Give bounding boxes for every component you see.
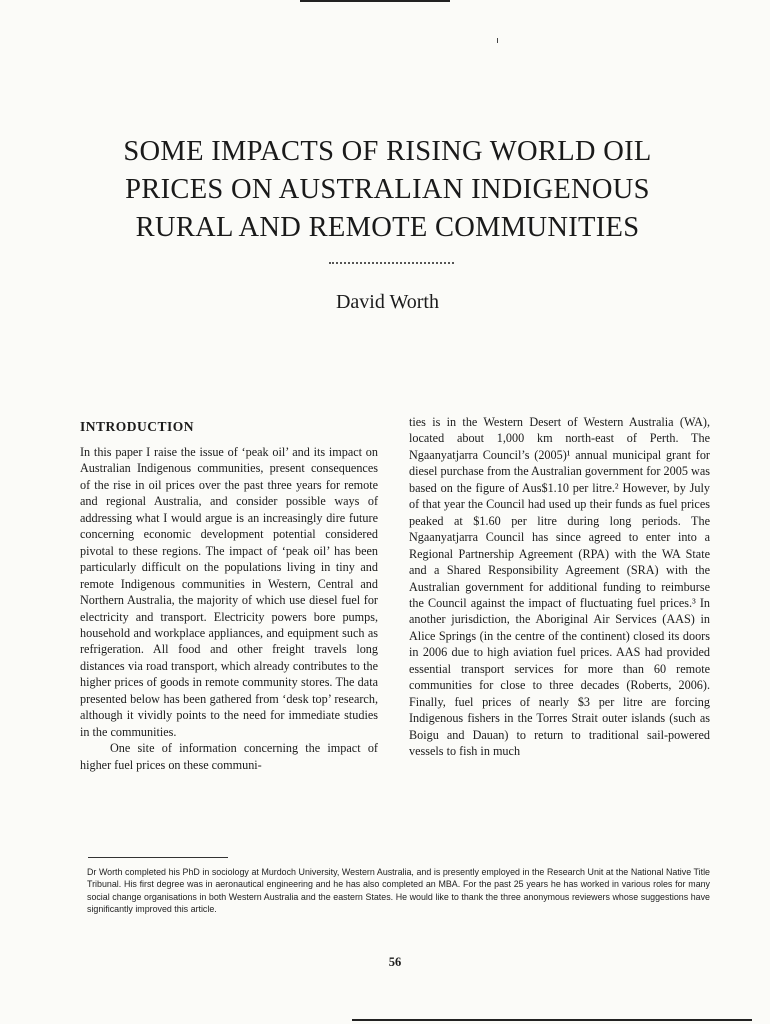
author-footnote: Dr Worth completed his PhD in sociology at Murdoch University, Western Australia, and is presently employed in the Research Unit at the National Native Title Tribunal. His first degree was in aeronautical engineering and he has also completed an MBA. For the past 25 years he has worked in various roles for many social change organisations in both Western Australia and the eastern States. He would like to thank the three anonymous reviewers whose suggestions have significantly improved this article. [87, 867, 710, 914]
page-number: 56 [388, 955, 402, 969]
author-name: David Worth [335, 291, 439, 313]
body-paragraph: In this paper I raise the issue of ‘peak oil’ and its impact on Australian Indigenous communities, present consequences of the rise in oil prices over the past three years for remote and regional Australia, and consider possible ways of addressing what I would argue is an increasingly dire future concerning economic development potential considered pivotal to these regions. The impact of ‘peak oil’ has been particularly difficult on the populations living in tiny and remote Indigenous communities in Western, Central and Northern Australia, the majority of which use diesel fuel for electricity and transport. Electricity powers bore pumps, household and workplace appliances, and equipment such as refrigeration. All food and other freight travels long distances via road transport, which already contributes to the higher prices of goods in remote community stores. The data presented below has been gathered from ‘desk top’ research, although it vividly points to the need for immediate studies in the communities. [80, 445, 378, 739]
scan-mark [497, 38, 498, 43]
left-column [80, 418, 378, 773]
body-paragraph: One site of information concerning the impact of higher fuel prices on these communi- [80, 741, 378, 772]
body-paragraph: ties is in the Western Desert of Western Australia (WA), located about 1,000 km north-east of Perth. The Ngaanyatjarra Council’s (2005)¹ annual municipal grant for diesel purchase from the Australian government for 2005 was based on the figure of Aus$1.10 per litre.² However, by July of that year the Council had used up their funds as fuel prices peaked at $1.60 per litre during long periods. The Ngaanyatjarra Council has since agreed to enter into a Regional Partnership Agreement (RPA) with the WA State and a Shared Responsibility Agreement (SRA) with the Australian government for additional funding to reimburse the Council against the impact of fluctuating fuel prices.³ In another jurisdiction, the Aboriginal Air Services (AAS) in Alice Springs (in the centre of the continent) closed its doors in 2006 due to high aviation fuel prices. AAS had provided essential transport services for more than 60 remote communities for close to three decades (Roberts, 2006). Finally, fuel prices of nearly $3 per litre are forcing Indigenous fishers in the Torres Strait outer islands (such as Boigu and Dauan) to return to traditional sail-powered vessels to fish in much [409, 415, 710, 759]
section-heading: INTRODUCTION [80, 419, 195, 434]
scan-edge-line-bottom [352, 1019, 752, 1021]
title-ornament-divider [329, 262, 454, 270]
title-line: PRICES ON AUSTRALIAN INDIGENOUS [125, 174, 650, 205]
right-column [409, 414, 710, 760]
footnote-rule [88, 857, 228, 858]
title-line: SOME IMPACTS OF RISING WORLD OIL [123, 136, 652, 167]
title-line: RURAL AND REMOTE COMMUNITIES [135, 212, 640, 243]
article-title [70, 133, 705, 247]
scan-edge-line-top [300, 0, 450, 2]
